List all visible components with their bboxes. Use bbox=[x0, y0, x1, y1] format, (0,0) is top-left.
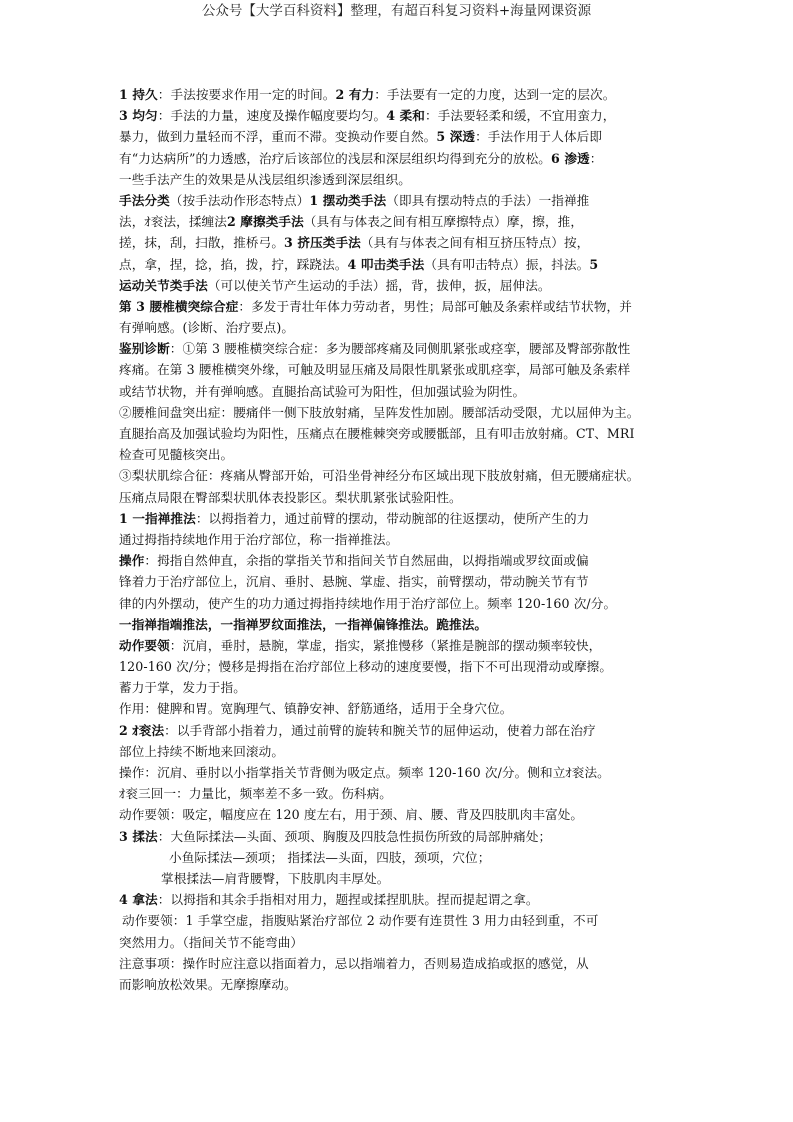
text-segment: 有“力达病所”的力透感，治疗后该部位的浅层和深层组织均得到充分的放松。 bbox=[119, 150, 551, 166]
text-segment: 有弹响感。(诊断、治疗要点)。 bbox=[119, 320, 295, 336]
text-line bbox=[119, 105, 679, 126]
bold-term: 3 均匀 bbox=[119, 108, 158, 124]
text-segment: ：手法要轻柔和缓，不宜用蛮力， bbox=[425, 108, 616, 124]
text-segment: 直腿抬高及加强试验均为阳性，压痛点在腰椎棘突旁或腰骶部，且有叩击放射痛。CT、MRI bbox=[119, 426, 635, 441]
bold-term: 4 拿法 bbox=[119, 892, 158, 908]
text-segment: （按手法动作形态特点） bbox=[169, 192, 310, 208]
text-line bbox=[119, 169, 679, 190]
text-line bbox=[119, 359, 679, 380]
text-line bbox=[119, 614, 679, 635]
bold-term: 鉴别诊断 bbox=[119, 341, 170, 357]
text-line bbox=[119, 847, 679, 868]
text-segment: ｵ衮三回一：力量比，频率差不多一致。伤科病。 bbox=[119, 786, 392, 802]
text-line bbox=[119, 84, 679, 105]
text-segment: 120-160 次/分；慢移是拇指在治疗部位上移动的速度要慢，指下不可出现滑动或摩擦。 bbox=[119, 659, 613, 675]
text-line bbox=[119, 826, 679, 847]
text-segment: 疼痛。在第 3 腰椎横突外缘，可触及明显压痛及局限性肌紧张或肌痉挛，局部可触及条索样 bbox=[119, 362, 631, 378]
text-segment: 操作：沉肩、垂肘以小指掌指关节背侧为吸定点。频率 120-160 次/分。侧和立ｵ衮法。 bbox=[119, 765, 610, 780]
text-line bbox=[119, 338, 679, 359]
bold-term: 2 摩擦类手法 bbox=[226, 214, 304, 230]
text-line bbox=[119, 889, 679, 910]
text-segment: 暴力，做到力量轻而不浮，重而不滞。变换动作要自然。 bbox=[119, 129, 437, 145]
bold-term: 手法分类 bbox=[119, 192, 170, 208]
text-segment: 部位上持续不断地来回滚动。 bbox=[119, 743, 285, 759]
text-segment: ：①第 3 腰椎横突综合症：多为腰部疼痛及同侧肌紧张或痉挛，腰部及臀部弥散性 bbox=[169, 341, 631, 357]
text-line bbox=[119, 465, 679, 486]
document-body bbox=[119, 84, 679, 995]
text-line bbox=[119, 148, 679, 169]
text-segment: ③梨状肌综合征：疼痛从臀部开始，可沿坐骨神经分布区域出现下肢放射痛，但无腰痛症状。 bbox=[119, 468, 640, 484]
text-segment: 动作要领：1 手掌空虚，指腹贴紧治疗部位 2 动作要有连贯性 3 用力由轻到重，不可 bbox=[122, 913, 599, 929]
bold-term: 2 有力 bbox=[335, 87, 375, 102]
text-line bbox=[119, 254, 679, 275]
text-segment: ：以拇指和其余手指相对用力，题捏或揉捏肌肤。捏而提起谓之拿。 bbox=[157, 892, 539, 908]
text-line bbox=[119, 698, 679, 719]
bold-term: 一指禅指端推法，一指禅罗纹面推法，一指禅偏锋推法。跪推法。 bbox=[119, 616, 488, 632]
text-line bbox=[119, 932, 679, 953]
bold-term: 操作 bbox=[119, 553, 145, 569]
text-line bbox=[119, 593, 679, 614]
text-segment: ：手法要有一定的力度，达到一定的层次。 bbox=[374, 87, 616, 102]
bold-term: 3 揉法 bbox=[119, 828, 158, 844]
text-line bbox=[119, 296, 679, 317]
text-segment: ：沉肩，垂肘，悬腕，掌虚，指实，紧推慢移（紧推是腕部的摆动频率较快， bbox=[169, 637, 602, 653]
text-segment: 一些手法产生的效果是从浅层组织渗透到深层组织。 bbox=[119, 171, 411, 187]
text-segment: 搓，抹，刮，扫散，推桥弓。 bbox=[119, 235, 285, 251]
text-segment: 律的内外摆动，使产生的功力通过拇指持续地作用于治疗部位上。频率 120-160 次/分。 bbox=[119, 595, 617, 611]
bold-term: 1 一指禅推法 bbox=[119, 510, 196, 526]
text-line bbox=[119, 381, 679, 402]
text-line bbox=[119, 720, 679, 741]
text-segment: 或结节状物，并有弹响感。直腿抬高试验可为阳性，但加强试验为阴性。 bbox=[119, 383, 526, 399]
text-line bbox=[119, 126, 679, 147]
text-segment: ：拇指自然伸直，余指的掌指关节和指间关节自然屈曲，以拇指端或罗纹面或偏 bbox=[144, 553, 589, 569]
text-segment: 掌根揉法—肩背腰臀，下肢肌肉丰厚处。 bbox=[161, 870, 390, 886]
text-line bbox=[119, 529, 679, 550]
text-line bbox=[119, 868, 679, 889]
text-segment: 而影响放松效果。无摩擦摩动。 bbox=[119, 976, 297, 992]
bold-term: 动作要领 bbox=[119, 637, 170, 653]
bold-term: 5 bbox=[589, 256, 599, 272]
bold-term: 4 叩击类手法 bbox=[347, 256, 425, 272]
text-segment: （具有叩击特点）振，抖法。 bbox=[424, 256, 590, 272]
text-segment: 注意事项：操作时应注意以指面着力，忌以指端着力，否则易造成掐或抠的感觉，从 bbox=[119, 955, 589, 971]
bold-term: 3 挤压类手法 bbox=[284, 235, 361, 251]
text-segment: 法，ｵ衮法，揉缠法 bbox=[119, 214, 227, 230]
text-line bbox=[119, 804, 679, 825]
text-segment: ：手法的力量，速度及操作幅度要均匀。 bbox=[157, 108, 387, 124]
bold-term: 5 深透 bbox=[436, 129, 476, 145]
text-line bbox=[119, 423, 679, 444]
text-line bbox=[119, 677, 679, 698]
text-line bbox=[119, 275, 679, 296]
text-line bbox=[119, 402, 679, 423]
text-line bbox=[119, 508, 679, 529]
text-line bbox=[119, 910, 679, 931]
text-line bbox=[119, 741, 679, 762]
page-header: 公众号【大学百科资料】整理，有超百科复习资料+海量网课资源 bbox=[201, 3, 592, 19]
bold-term: 2 ｵ衮法 bbox=[119, 722, 165, 738]
text-line bbox=[119, 444, 679, 465]
text-segment: 检查可见髓核突出。 bbox=[119, 447, 234, 463]
text-segment: ： bbox=[589, 150, 603, 166]
text-segment: 点，拿，捏，捻，掐，拨，拧，踩跷法。 bbox=[119, 256, 348, 272]
text-line bbox=[119, 571, 679, 592]
text-line bbox=[119, 190, 679, 211]
text-segment: 动作要领：吸定，幅度应在 120 度左右，用于颈、肩、腰、背及四肢肌肉丰富处。 bbox=[119, 807, 584, 823]
text-segment: 小鱼际揉法—颈项； 指揉法—头面，四肢，颈项，穴位； bbox=[169, 849, 491, 865]
bold-term: 运动关节类手法 bbox=[119, 277, 208, 293]
text-line bbox=[119, 953, 679, 974]
text-line bbox=[119, 317, 679, 338]
text-segment: 压痛点局限在臀部梨状肌体表投影区。梨状肌紧张试验阳性。 bbox=[119, 489, 462, 505]
text-segment: ：以手背部小指着力，通过前臂的旋转和腕关节的屈伸运动，使着力部在治疗 bbox=[164, 722, 596, 738]
text-segment: （即具有摆动特点的手法）一指禅推 bbox=[386, 192, 590, 208]
bold-term: 1 持久 bbox=[119, 87, 158, 102]
text-line bbox=[119, 762, 679, 783]
text-segment: 蓄力于掌，发力于指。 bbox=[119, 680, 246, 696]
text-segment: ：以拇指着力，通过前臂的摆动，带动腕部的往返摆动，使所产生的力 bbox=[195, 510, 590, 526]
text-line bbox=[119, 783, 679, 804]
text-line bbox=[119, 974, 679, 995]
text-line bbox=[119, 487, 679, 508]
bold-term: 6 渗透 bbox=[550, 150, 590, 166]
text-segment: ：大鱼际揉法—头面、颈项、胸腹及四肢急性损伤所致的局部肿痛处； bbox=[157, 828, 552, 844]
text-segment: （可以使关节产生运动的手法）摇，背，拔伸，扳，屈伸法。 bbox=[207, 277, 551, 293]
text-segment: 作用：健脾和胃。宽胸理气、镇静安神、舒筋通络，适用于全身穴位。 bbox=[119, 701, 513, 717]
text-segment: ：多发于青壮年体力劳动者，男性；局部可触及条索样或结节状物，并 bbox=[238, 298, 632, 314]
text-line bbox=[119, 635, 679, 656]
bold-term: 1 摆动类手法 bbox=[309, 192, 387, 208]
text-line bbox=[119, 232, 679, 253]
text-line bbox=[119, 211, 679, 232]
text-segment: （具有与体表之间有相互挤压特点）按， bbox=[360, 235, 590, 251]
text-segment: 锋着力于治疗部位上，沉肩、垂肘、悬腕、掌虚、指实，前臂摆动，带动腕关节有节 bbox=[119, 574, 589, 590]
text-segment: 通过拇指持续地作用于治疗部位，称一指禅推法。 bbox=[119, 531, 399, 547]
text-segment: ②腰椎间盘突出症：腰痛伴一侧下肢放射痛，呈阵发性加剧。腰部活动受限，尤以屈伸为主。 bbox=[119, 404, 640, 420]
text-segment: ：手法作用于人体后即 bbox=[475, 129, 603, 145]
bold-term: 4 柔和 bbox=[386, 108, 425, 124]
text-segment: ：手法按要求作用一定的时间。 bbox=[157, 87, 336, 102]
text-line bbox=[119, 656, 679, 677]
bold-term: 第 3 腰椎横突综合症 bbox=[119, 298, 239, 314]
text-segment: 突然用力。（指间关节不能弯曲） bbox=[119, 934, 304, 950]
text-segment: （具有与体表之间有相互摩擦特点）摩，擦，推， bbox=[303, 214, 584, 230]
text-line bbox=[119, 550, 679, 571]
